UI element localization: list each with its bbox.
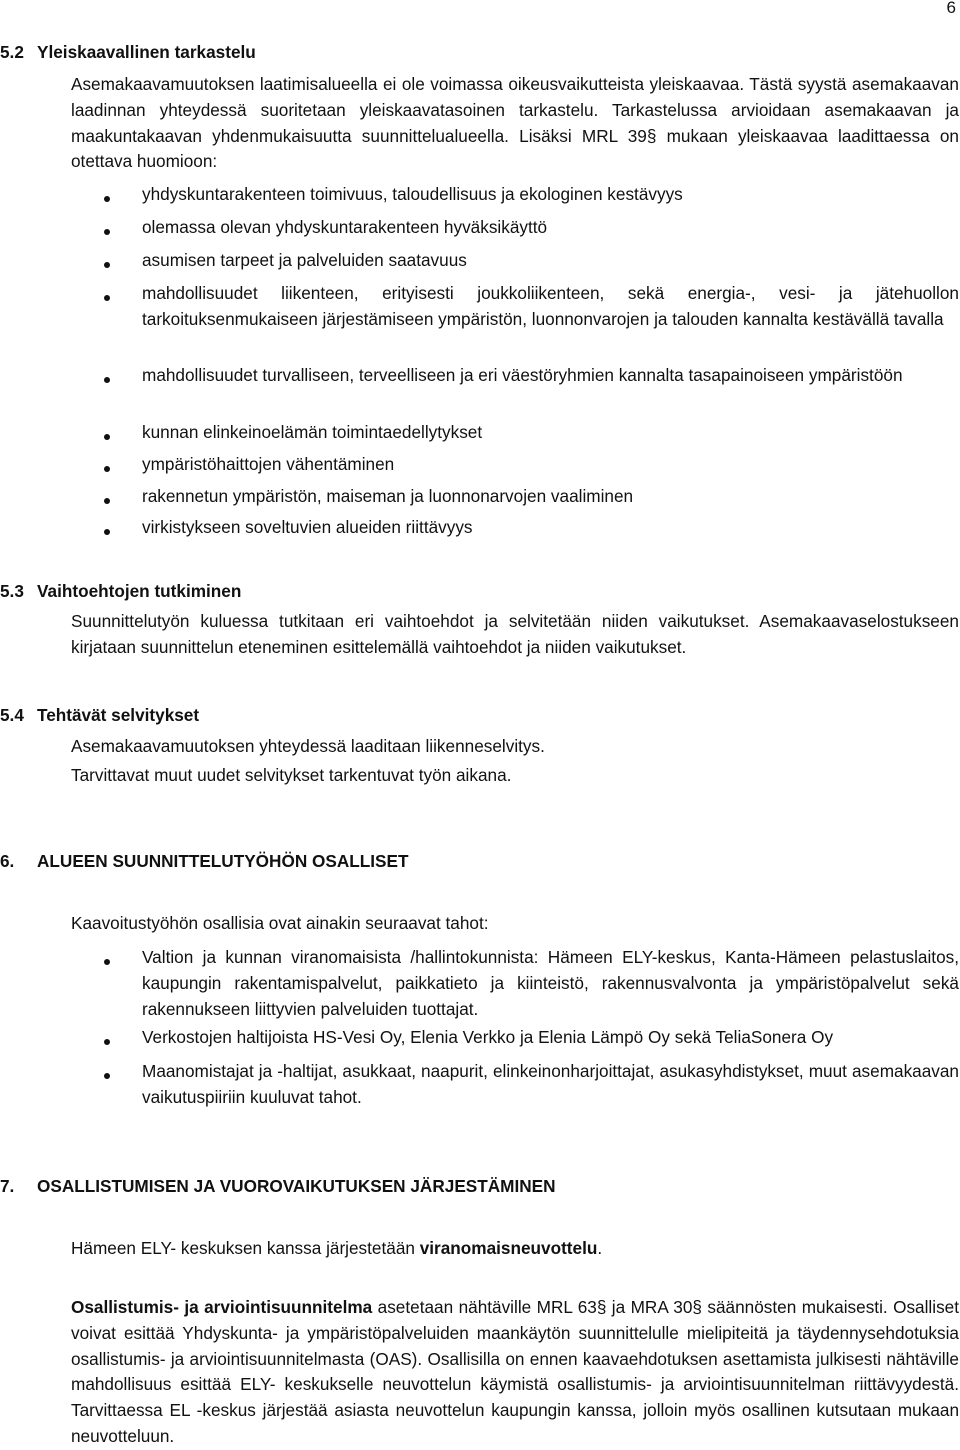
list-item-text: mahdollisuudet turvalliseen, terveelliseen ja eri väestöryhmien kannalta tasapainoiseen ympäristöön xyxy=(142,365,903,385)
section-number: 7. xyxy=(0,1176,15,1196)
section-heading-5-3 xyxy=(0,581,241,602)
page-number: 6 xyxy=(946,0,956,17)
list-item-text: rakennetun ympäristön, maiseman ja luonnonarvojen vaaliminen xyxy=(142,486,634,506)
section-number: 5.2 xyxy=(0,42,24,62)
paragraph-text: Hämeen ELY- keskuksen kanssa järjestetään xyxy=(71,1238,420,1258)
list-item-text: Maanomistajat ja -haltijat, asukkaat, naapurit, elinkeinonharjoittajat, asukasyhdistykset, muut asemakaavan vaikutuspiiriin kuuluvat tahot. xyxy=(142,1061,959,1107)
section-5-2-paragraph: Asemakaavamuutoksen laatimisalueella ei ole voimassa oikeusvaikutteista yleiskaavaa. Tästä syystä asemakaavan laadinnan yhteydessä suoritetaan yleiskaavatasoinen tarkastelu. Tarkastelussa arvioidaan asemakaavan ja maakuntakaavan yhdenmukaisuutta suunnittelualueella. Lisäksi MRL 39§ mukaan yleiskaavaa laadittaessa on otettava huomioon: xyxy=(71,74,959,172)
list-item-text: Verkostojen haltijoista HS-Vesi Oy, Elenia Verkko ja Elenia Lämpö Oy sekä TeliaSonera Oy xyxy=(142,1027,834,1047)
section-5-4-line-2: Tarvittavat muut uudet selvitykset tarkentuvat työn aikana. xyxy=(71,765,512,785)
section-6-intro: Kaavoitustyöhön osallisia ovat ainakin seuraavat tahot: xyxy=(71,913,489,933)
section-7-paragraph-2 xyxy=(71,1295,959,1450)
paragraph-text: asetetaan nähtäville MRL 63§ ja MRA 30§ säännösten mukaisesti. Osalliset voivat esittää Yhdyskunta- ja ympäristöpalveluiden maankäytön suunnittelulle mielipiteitä ja täydennysehdotuksia osallistumis- ja arviointisuunnitelmasta (OAS). Osallisilla on ennen kaavaehdotuksen asettamista julkisesti nähtäville mahdollisuus esittää ELY- keskukselle neuvottelun käymistä osallistumis- ja arviointisuunnitelman riittävyydestä. Tarvittaessa EL -keskus järjestää asiasta neuvottelun kaupungin kanssa, jolloin myös osallinen kutsutaan mukaan neuvotteluun. xyxy=(71,1297,959,1446)
list-item-text: Valtion ja kunnan viranomaisista /hallintokunnista: Hämeen ELY-keskus, Kanta-Hämeen pelastuslaitos, kaupungin rakentamispalvelut, paikkatieto ja kiinteistö, rakennusvalvonta ja ympäristöpalvelut sekä rakennukseen liittyvien palveluiden tuottajat. xyxy=(142,947,959,1019)
section-7-paragraph-1 xyxy=(71,1238,602,1259)
list-item-text: virkistykseen soveltuvien alueiden riittävyys xyxy=(142,517,473,537)
section-title: Yleiskaavallinen tarkastelu xyxy=(37,42,256,62)
section-number: 5.4 xyxy=(0,705,24,725)
list-item-text: asumisen tarpeet ja palveluiden saatavuus xyxy=(142,250,467,270)
section-number: 6. xyxy=(0,851,15,871)
section-title: Tehtävät selvitykset xyxy=(37,705,200,725)
section-title: Vaihtoehtojen tutkiminen xyxy=(37,581,242,601)
section-heading-7 xyxy=(0,1176,556,1197)
section-heading-5-2 xyxy=(0,42,256,63)
section-title: OSALLISTUMISEN JA VUOROVAIKUTUKSEN JÄRJESTÄMINEN xyxy=(37,1176,556,1196)
bold-term: Osallistumis- ja arviointisuunnitelma xyxy=(71,1297,373,1317)
section-5-3-paragraph: Suunnittelutyön kuluessa tutkitaan eri vaihtoehdot ja selvitetään niiden vaikutukset. Asemakaavaselostukseen kirjataan suunnittelun eteneminen esittelemällä vaihtoehdot ja niiden vaikutukset. xyxy=(71,611,959,657)
section-title: ALUEEN SUUNNITTELUTYÖHÖN OSALLISET xyxy=(37,851,409,871)
list-item-text: mahdollisuudet liikenteen, erityisesti joukkoliikenteen, sekä energia-, vesi- ja jätehuollon tarkoituksenmukaiseen järjestämiseen ympäristön, luonnonvarojen ja talouden kannalta kestävällä tavalla xyxy=(142,283,959,329)
section-heading-5-4 xyxy=(0,705,199,726)
list-item-text: kunnan elinkeinoelämän toimintaedellytykset xyxy=(142,422,483,442)
list-item-text: yhdyskuntarakenteen toimivuus, taloudellisuus ja ekologinen kestävyys xyxy=(142,184,683,204)
bold-term: viranomaisneuvottelu xyxy=(419,1238,598,1258)
paragraph-end: . xyxy=(597,1238,603,1258)
section-5-4-line-1: Asemakaavamuutoksen yhteydessä laaditaan liikenneselvitys. xyxy=(71,736,545,756)
list-item-text: olemassa olevan yhdyskuntarakenteen hyväksikäyttö xyxy=(142,217,548,237)
list-item-text: ympäristöhaittojen vähentäminen xyxy=(142,454,395,474)
section-heading-6 xyxy=(0,851,408,872)
section-number: 5.3 xyxy=(0,581,24,601)
